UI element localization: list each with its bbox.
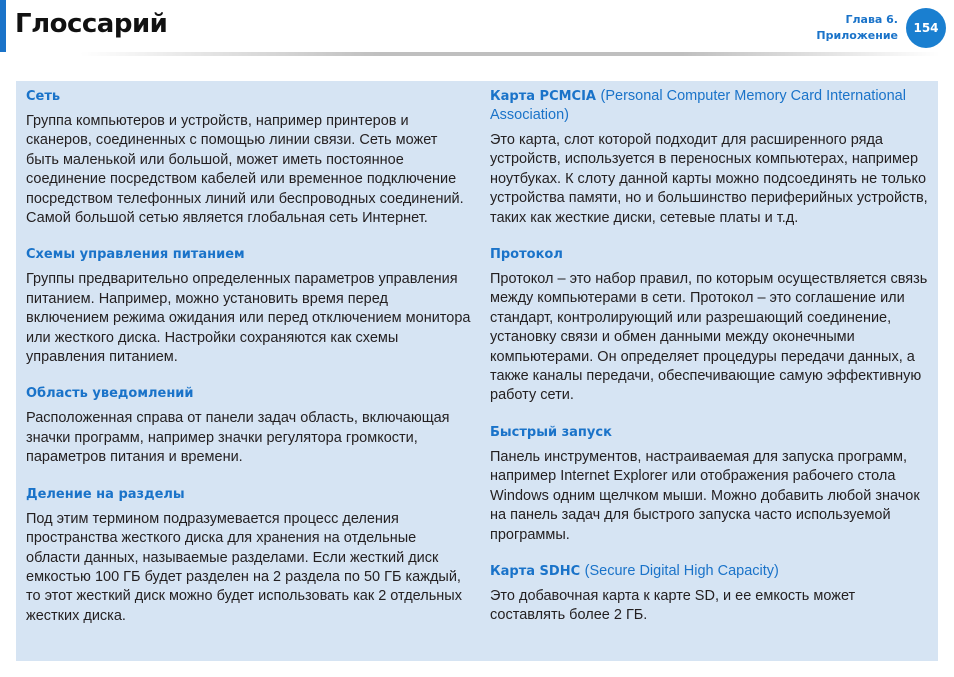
glossary-term-quick-launch (490, 423, 930, 545)
term-title (490, 87, 930, 125)
page-title: Глоссарий (15, 9, 168, 39)
term-title: Быстрый запуск (490, 424, 612, 440)
term-title: Область уведомлений (26, 386, 194, 402)
glossary-term-pcmcia (490, 87, 930, 228)
term-definition: Панель инструментов, настраиваемая для запуска программ, например Internet Explorer или отображения рабочего стола Windows одним щелчком мыши. Можно добавить любой значок на панель задач для быстрого запуска часто используемой программы. (490, 448, 920, 543)
term-definition: Группа компьютеров и устройств, например принтеров и сканеров, соединенных с помощью линии связи. Сеть может быть маленькой или большой, может иметь постоянное соединение посредством кабелей или временное подключение посредством телефонных линий или беспроводных соединений. Самой большой сетью является глобальная сеть Интернет. (26, 113, 464, 227)
term-title-expansion: (Secure Digital High Capacity) (584, 562, 779, 579)
glossary-term-power-schemes (26, 245, 471, 367)
glossary-term-partitioning (26, 485, 471, 626)
term-definition: Под этим термином подразумевается процесс деления пространства жесткого диска для хранения на отдельные области данных, называемые разделами. Если жесткий диск емкостью 100 ГБ будет разделен на 2 раздела по 50 ГБ каждый, то этот жесткий диск можно будет использовать как 2 отдельных жестких диска. (26, 510, 462, 624)
term-definition: Это добавочная карта к карте SD, и ее емкость может составлять более 2 ГБ. (490, 587, 856, 624)
term-title: Схемы управления питанием (26, 247, 245, 263)
term-definition: Группы предварительно определенных параметров управления питанием. Например, можно установить время перед включением режима ожидания или перед отключением монитора или жесткого диска. Настройки сохраняются как схемы управления питанием. (26, 271, 471, 366)
header-accent-bar (0, 0, 6, 52)
chapter-name: Приложение (816, 29, 898, 42)
glossary-term-network (26, 87, 471, 228)
page-number-badge: 154 (906, 8, 946, 48)
chapter-number: Глава 6. (845, 13, 898, 26)
chapter-label (698, 12, 898, 44)
term-definition: Это карта, слот которой подходит для расширенного ряда устройств, используется в переносных компьютерах, например ноутбуках. К слоту данной карты можно подсоединять не только устройства памяти, но и большинство периферийных устройств, таких как жесткие диски, сетевые платы и т.д. (490, 132, 928, 226)
glossary-right-column (490, 87, 930, 643)
term-title-expansion: (Personal Computer Memory Card International Association) (490, 88, 906, 123)
glossary-left-column (26, 87, 471, 643)
glossary-term-sdhc (490, 562, 930, 626)
term-title-main: Карта PCMCIA (490, 89, 596, 104)
glossary-term-protocol (490, 245, 930, 406)
term-title-main: Карта SDHC (490, 563, 581, 579)
glossary-panel (16, 81, 938, 661)
glossary-term-notification-area (26, 384, 471, 467)
header-divider (80, 52, 940, 56)
term-title: Сеть (26, 89, 61, 104)
term-title: Протокол (490, 247, 563, 263)
term-title (490, 562, 930, 581)
term-title: Деление на разделы (26, 486, 185, 502)
term-definition: Протокол – это набор правил, по которым осуществляется связь между компьютерами в сети. Протокол – это соглашение или стандарт, контролирующий или разрешающий соединение, установку связи и обмен данными между оконечными компьютерами. Он определяет процедуры передачи данных, а также каналы передачи, обеспечивающие самую эффективную работу сети. (490, 271, 928, 404)
term-definition: Расположенная справа от панели задач область, включающая значки программ, например значки регулятора громкости, параметров питания и времени. (26, 410, 450, 466)
